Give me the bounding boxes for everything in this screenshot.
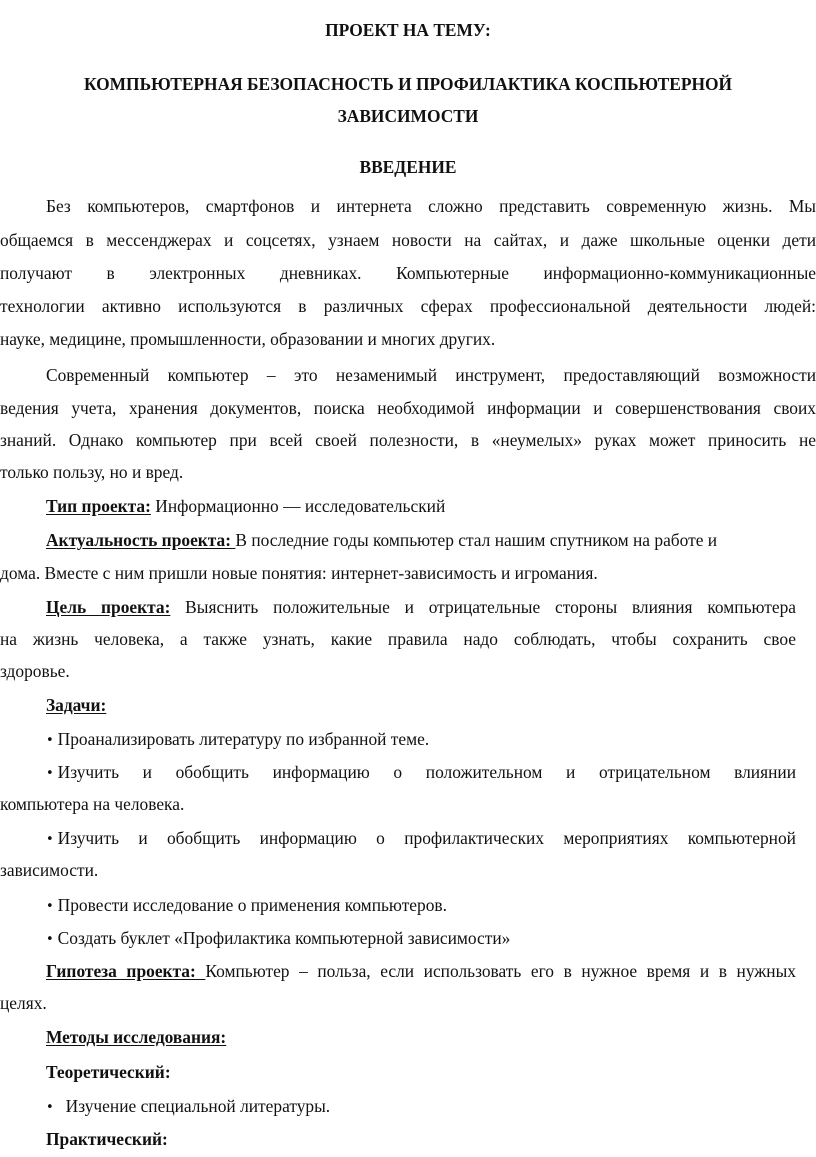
title-line-1: ПРОЕКТ НА ТЕМУ: [325, 20, 491, 40]
hypothesis-line-2: целях. [0, 993, 47, 1013]
bullet-icon: • [46, 832, 54, 847]
title-line-3: ЗАВИСИМОСТИ [337, 106, 479, 126]
task-item-3-line-2: зависимости. [0, 860, 99, 880]
practical-label: Практический: [46, 1129, 168, 1149]
theoretical-label: Теоретический: [46, 1062, 171, 1082]
theoretical-text: Изучение специальной литературы. [65, 1096, 331, 1116]
goal-line-1 [46, 596, 796, 618]
para2-line-3: знаний. Однако компьютер при всей своей полезности, в «неумелых» руках может приносить не [0, 430, 816, 450]
relevance-label: Актуальность проекта: [46, 530, 236, 550]
intro-heading: ВВЕДЕНИЕ [359, 157, 457, 177]
goal-text: Выяснить положительные и отрицательные стороны влияния компьютера [170, 597, 796, 617]
relevance-line-1 [46, 529, 717, 551]
task-text: Изучить и обобщить информацию о профилактических мероприятиях компьютерной [57, 828, 796, 848]
para1-line-4: технологии активно используются в различных сферах профессиональной деятельности людей: [0, 296, 816, 316]
goal-label: Цель проекта: [46, 597, 171, 617]
project-type-text: Информационно — исследовательский [150, 496, 446, 516]
relevance-text: В последние годы компьютер стал нашим спутником на работе и [235, 530, 718, 550]
task-item-2-line-2: компьютера на человека. [0, 794, 185, 814]
project-type-label: Тип проекта: [46, 496, 151, 516]
bullet-icon: • [46, 932, 54, 947]
goal-line-2: на жизнь человека, а также узнать, какие правила надо соблюдать, чтобы сохранить свое [0, 629, 796, 649]
task-item-2-line-1 [46, 761, 796, 783]
para1-line-2: общаемся в мессенджерах и соцсетях, узнаем новости на сайтах, и даже школьные оценки дети [0, 230, 816, 250]
para2-line-4: только пользу, но и вред. [0, 462, 184, 482]
hypothesis-text: Компьютер – польза, если использовать его в нужное время и в нужных [205, 961, 796, 981]
hypothesis-line-1 [46, 960, 796, 982]
task-item-3-line-1 [46, 827, 796, 849]
task-text: Изучить и обобщить информацию о положительном и отрицательном влиянии [57, 762, 796, 782]
tasks-label: Задачи: [46, 695, 107, 715]
para1-line-1: Без компьютеров, смартфонов и интернета сложно представить современную жизнь. Мы [46, 196, 816, 216]
task-text: Провести исследование о применения компьютеров. [57, 895, 447, 915]
goal-line-3: здоровье. [0, 661, 70, 681]
bullet-icon: • [46, 1100, 54, 1115]
task-item-1 [46, 728, 429, 753]
task-item-5 [46, 927, 510, 952]
para2-line-2: ведения учета, хранения документов, поиска необходимой информации и совершенствования своих [0, 398, 816, 418]
task-item-4 [46, 894, 447, 919]
para2-line-1: Современный компьютер – это незаменимый инструмент, предоставляющий возможности [46, 365, 816, 385]
bullet-icon: • [46, 899, 54, 914]
relevance-line-2: дома. Вместе с ним пришли новые понятия: интернет-зависимость и игромания. [0, 563, 598, 583]
para1-line-5: науке, медицине, промышленности, образовании и многих других. [0, 329, 496, 349]
hypothesis-label: Гипотеза проекта: [46, 961, 206, 981]
para1-line-3: получают в электронных дневниках. Компьютерные информационно-коммуникационные [0, 263, 816, 283]
task-text: Проанализировать литературу по избранной теме. [57, 729, 430, 749]
theoretical-item [46, 1095, 330, 1120]
methods-label: Методы исследования: [46, 1027, 227, 1047]
title-line-2: КОМПЬЮТЕРНАЯ БЕЗОПАСНОСТЬ И ПРОФИЛАКТИКА КОСПЬЮТЕРНОЙ [83, 74, 733, 94]
bullet-icon: • [46, 733, 54, 748]
task-text: Создать буклет «Профилактика компьютерной зависимости» [57, 928, 511, 948]
bullet-icon: • [46, 766, 54, 781]
project-type [46, 495, 445, 517]
